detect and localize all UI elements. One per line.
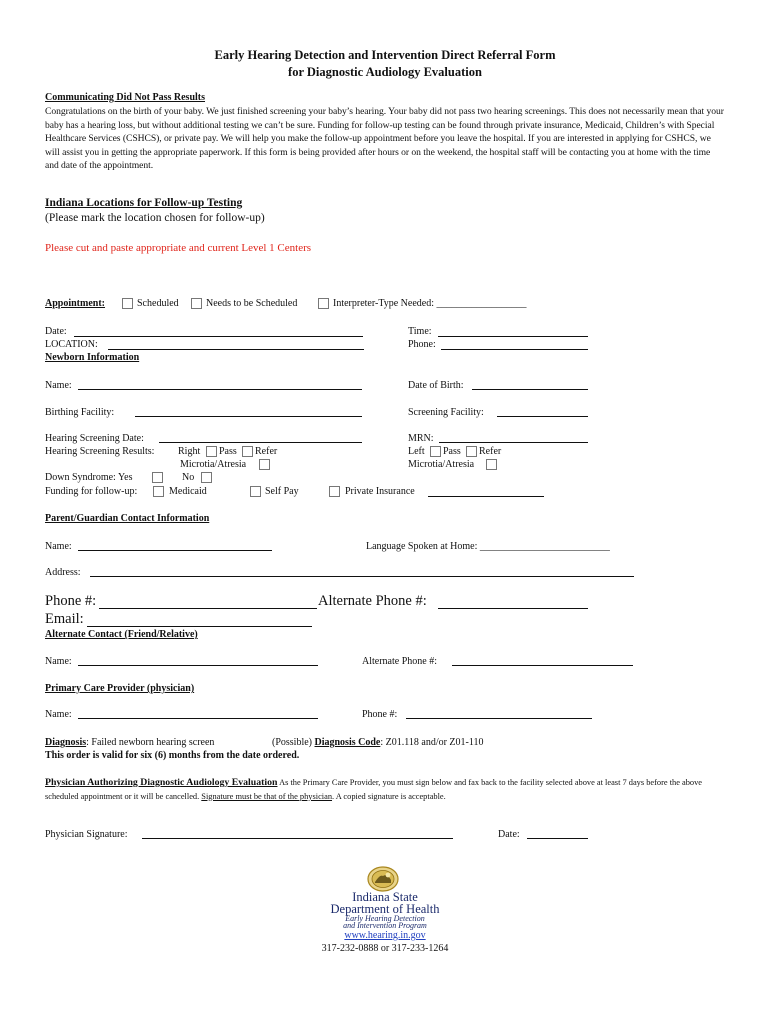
- diagnosis-code: [272, 737, 484, 748]
- logo-line1: Indiana State: [352, 890, 418, 904]
- right-microtia-checkbox[interactable]: [259, 459, 270, 470]
- screening-facility-line[interactable]: [497, 416, 588, 417]
- physician-text-underlined: Signature must be that of the physician: [201, 791, 333, 801]
- signature-label: Physician Signature:: [45, 829, 128, 840]
- private-insurance-checkbox[interactable]: [329, 486, 340, 497]
- appointment-time-label: Time:: [408, 326, 432, 337]
- email-label: Email:: [45, 611, 84, 627]
- selfpay-label: Self Pay: [265, 486, 299, 497]
- alt-phone-line[interactable]: [438, 608, 588, 609]
- physician-paragraph: [45, 776, 730, 803]
- left-microtia-checkbox[interactable]: [486, 459, 497, 470]
- website-link-wrap: [0, 930, 770, 941]
- locations-subheading: (Please mark the location chosen for follow-up): [45, 212, 265, 224]
- scheduled-label: Scheduled: [137, 298, 179, 309]
- phone-line[interactable]: [99, 608, 317, 609]
- intro-heading: Communicating Did Not Pass Results: [45, 92, 206, 103]
- interpreter-checkbox[interactable]: [318, 298, 329, 309]
- alternate-heading: Alternate Contact (Friend/Relative): [45, 629, 198, 640]
- logo-line3: Early Hearing Detection: [345, 914, 425, 923]
- diagnosis-code-label: Diagnosis Code: [314, 737, 381, 748]
- form-title-line1: Early Hearing Detection and Intervention Direct Referral Form: [214, 48, 556, 62]
- down-yes-checkbox[interactable]: [152, 472, 163, 483]
- left-refer-label: Refer: [479, 446, 502, 457]
- mrn-line[interactable]: [439, 442, 588, 443]
- appointment-date-line[interactable]: [74, 336, 363, 337]
- appointment-location-line[interactable]: [108, 349, 364, 350]
- medicaid-label: Medicaid: [169, 486, 207, 497]
- alt-phone-label: Alternate Phone #:: [318, 593, 427, 609]
- down-no-checkbox[interactable]: [201, 472, 212, 483]
- intro-paragraph: Congratulations on the birth of your baby. We just finished screening your baby’s hearing. Your baby did not pass two hearing screenings. This does not necessarily mean that your baby has a hearing loss, but without additional testing we can’t be sure. Funding for follow-up testing can be found through private insurance, Medicaid, Children’s with Special Healthcare Services (CSHCS), or private pay. We will help you make the follow-up appointment before you leave the hospital. If you are interested in applying for CSHCS, we will assist you in getting the appropriate paperwork. If this form is being provided after hours or on the weekend, the hospital staff will be contacting you at home with the time and date of the appointment.: [45, 106, 724, 172]
- pcp-name-label: Name:: [45, 709, 72, 720]
- alternate-name-line[interactable]: [78, 665, 318, 666]
- mrn-label: MRN:: [408, 433, 434, 444]
- diagnosis-code-text: : Z01.118 and/or Z01-110: [380, 737, 484, 748]
- appointment-phone-line[interactable]: [441, 349, 588, 350]
- newborn-heading: Newborn Information: [45, 352, 140, 363]
- left-refer-checkbox[interactable]: [466, 446, 477, 457]
- dob-line[interactable]: [472, 389, 588, 390]
- down-syndrome-label: Down Syndrome: Yes: [45, 472, 133, 483]
- diagnosis-label: Diagnosis: [45, 737, 87, 748]
- appointment-date-label: Date:: [45, 326, 67, 337]
- appointment-phone-label: Phone:: [408, 339, 436, 350]
- physician-text-1: As the Primary Care Provider, you must sign below and fax back to the facility selected above at least 7 days before the above scheduled appointment or it will be cancelled.: [45, 778, 703, 801]
- locations-note: Please cut and paste appropriate and current Level 1 Centers: [45, 242, 312, 254]
- newborn-name-line[interactable]: [78, 389, 362, 390]
- language-field[interactable]: Language Spoken at Home: __________________________: [366, 541, 610, 552]
- parent-name-label: Name:: [45, 541, 72, 552]
- appointment-time-line[interactable]: [438, 336, 588, 337]
- left-pass-label: Pass: [443, 446, 461, 457]
- needs-scheduled-checkbox[interactable]: [191, 298, 202, 309]
- website-link[interactable]: www.hearing.in.gov: [344, 930, 426, 941]
- locations-heading: Indiana Locations for Follow-up Testing: [45, 197, 243, 209]
- phone-label: Phone #:: [45, 593, 97, 609]
- diagnosis-line: [45, 737, 214, 748]
- needs-scheduled-label: Needs to be Scheduled: [206, 298, 298, 309]
- pcp-phone-label: Phone #:: [362, 709, 398, 720]
- private-insurance-line[interactable]: [428, 496, 544, 497]
- selfpay-checkbox[interactable]: [250, 486, 261, 497]
- signature-line[interactable]: [142, 838, 453, 839]
- logo-line2: Department of Health: [330, 902, 440, 916]
- birthing-facility-label: Birthing Facility:: [45, 407, 115, 418]
- appointment-label: Appointment:: [45, 298, 106, 309]
- contact-phones: 317-232-0888 or 317-233-1264: [321, 943, 449, 954]
- right-microtia-label: Microtia/Atresia: [180, 459, 247, 470]
- dob-label: Date of Birth:: [408, 380, 464, 391]
- results-label: Hearing Screening Results:: [45, 446, 155, 457]
- right-pass-checkbox[interactable]: [206, 446, 217, 457]
- right-ear-label: Right: [178, 446, 201, 457]
- scheduled-checkbox[interactable]: [122, 298, 133, 309]
- signature-date-label: Date:: [498, 829, 520, 840]
- pcp-phone-line[interactable]: [406, 718, 592, 719]
- logo-line4: and Intervention Program: [343, 921, 427, 930]
- appointment-location-label: LOCATION:: [45, 339, 98, 350]
- email-line[interactable]: [87, 626, 312, 627]
- alternate-name-label: Name:: [45, 656, 72, 667]
- funding-label: Funding for follow-up:: [45, 486, 138, 497]
- private-insurance-label: Private Insurance: [345, 486, 415, 497]
- pcp-heading: Primary Care Provider (physician): [45, 683, 195, 694]
- left-microtia-label: Microtia/Atresia: [408, 459, 475, 470]
- pcp-name-line[interactable]: [78, 718, 318, 719]
- right-refer-label: Refer: [255, 446, 278, 457]
- newborn-name-label: Name:: [45, 380, 72, 391]
- screening-date-label: Hearing Screening Date:: [45, 433, 144, 444]
- right-refer-checkbox[interactable]: [242, 446, 253, 457]
- physician-text-2: . A copied signature is acceptable.: [332, 791, 446, 801]
- address-line[interactable]: [90, 576, 634, 577]
- parent-heading: Parent/Guardian Contact Information: [45, 513, 210, 524]
- left-pass-checkbox[interactable]: [430, 446, 441, 457]
- diagnosis-text: : Failed newborn hearing screen: [86, 737, 215, 748]
- interpreter-field[interactable]: Interpreter-Type Needed: __________________: [333, 298, 527, 309]
- possible-label: (Possible): [272, 737, 315, 748]
- medicaid-checkbox[interactable]: [153, 486, 164, 497]
- signature-date-line[interactable]: [527, 838, 588, 839]
- down-no-label: No: [182, 472, 195, 483]
- screening-facility-label: Screening Facility:: [408, 407, 484, 418]
- parent-name-line[interactable]: [78, 550, 272, 551]
- left-ear-label: Left: [408, 446, 425, 457]
- physician-heading: Physician Authorizing Diagnostic Audiology Evaluation: [45, 777, 278, 788]
- right-pass-label: Pass: [219, 446, 237, 457]
- screening-date-line[interactable]: [159, 442, 362, 443]
- alternate-phone-label: Alternate Phone #:: [362, 656, 437, 667]
- birthing-facility-line[interactable]: [135, 416, 362, 417]
- order-validity: This order is valid for six (6) months from the date ordered.: [45, 750, 300, 761]
- address-label: Address:: [45, 567, 81, 578]
- alternate-phone-line[interactable]: [452, 665, 633, 666]
- form-title-line2: for Diagnostic Audiology Evaluation: [288, 65, 482, 79]
